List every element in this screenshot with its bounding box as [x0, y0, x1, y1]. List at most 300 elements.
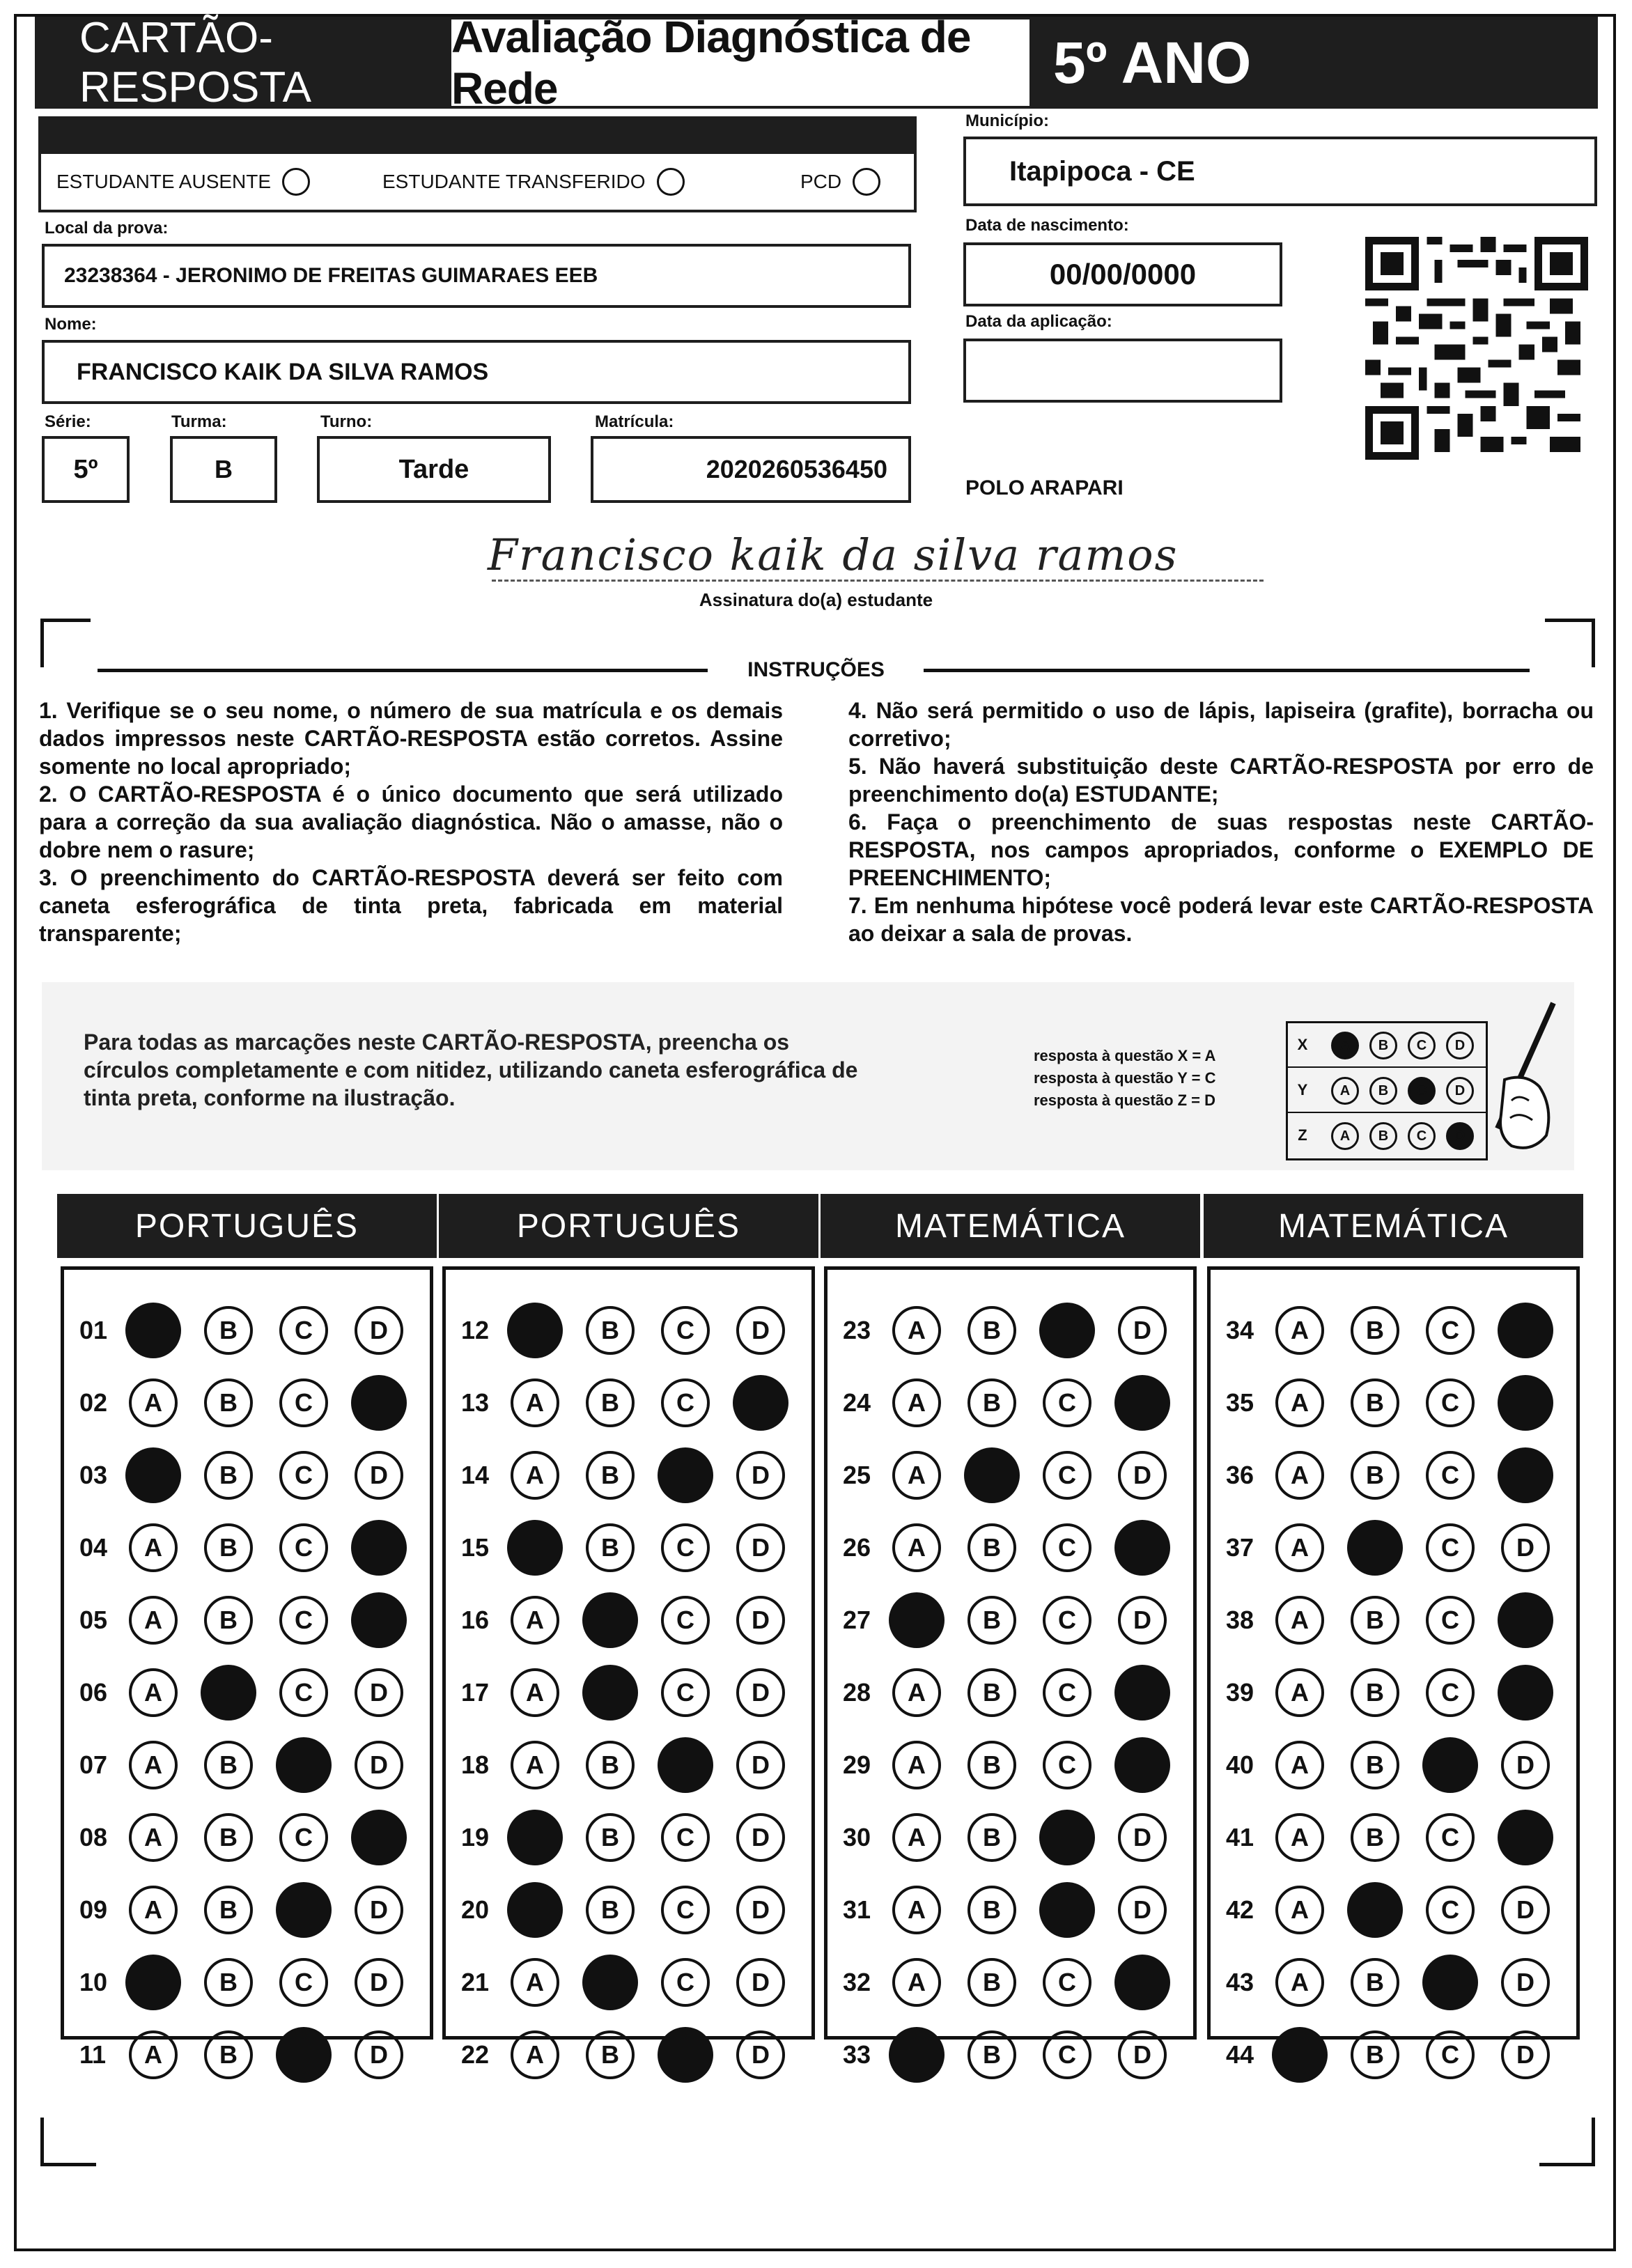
question-number: 04 [79, 1533, 108, 1562]
question-number: 39 [1226, 1678, 1254, 1707]
answer-bubble-b[interactable]: B [204, 2030, 253, 2079]
answer-bubble-c[interactable]: C [279, 1813, 328, 1862]
question-number: 26 [843, 1533, 871, 1562]
answer-bubble-d[interactable]: D [736, 1886, 785, 1934]
question-row [64, 1660, 430, 1723]
pcd-bubble[interactable] [853, 168, 880, 196]
answer-bubble-c[interactable]: C [279, 1668, 328, 1717]
turno-label: Turno: [320, 412, 373, 431]
answer-bubble-b[interactable]: B [1351, 1668, 1399, 1717]
answer-bubble-c[interactable]: C [661, 1668, 710, 1717]
question-number: 13 [461, 1388, 490, 1417]
answer-bubble-c[interactable] [658, 2027, 713, 2083]
answer-bubble-a[interactable]: A [892, 1306, 941, 1355]
answer-bubble-b[interactable] [1347, 1882, 1403, 1938]
question-row [1211, 1587, 1576, 1650]
answer-bubble-a[interactable]: A [892, 1958, 941, 2007]
question-number: 25 [843, 1461, 871, 1489]
answer-bubble-a[interactable]: A [511, 1741, 559, 1789]
answer-bubble-b[interactable]: B [586, 1741, 635, 1789]
answer-bubble-b[interactable]: B [1351, 1596, 1399, 1645]
example-bubble-a: A [1331, 1032, 1359, 1059]
answer-bubble-d[interactable]: D [355, 2030, 403, 2079]
answer-bubble-b[interactable] [582, 1955, 638, 2010]
answer-bubble-a[interactable]: A [892, 1451, 941, 1500]
answer-bubble-a[interactable]: A [129, 1886, 178, 1934]
answer-bubble-c[interactable] [1422, 1955, 1478, 2010]
question-number: 03 [79, 1461, 108, 1489]
answer-bubble-d[interactable]: D [1501, 1523, 1550, 1572]
example-row [1288, 1069, 1486, 1113]
answer-bubble-a[interactable]: A [1275, 1596, 1324, 1645]
answer-bubble-c[interactable] [1039, 1810, 1095, 1865]
answer-bubble-a[interactable]: A [511, 1958, 559, 2007]
answer-bubble-a[interactable]: A [1275, 1523, 1324, 1572]
absent-option[interactable] [56, 168, 310, 196]
answer-bubble-a[interactable] [889, 2027, 945, 2083]
answer-bubble-c[interactable]: C [1043, 1741, 1091, 1789]
answer-bubble-a[interactable]: A [129, 1523, 178, 1572]
answer-bubble-a[interactable]: A [129, 1668, 178, 1717]
answer-bubble-c[interactable]: C [279, 1596, 328, 1645]
example-bubble-a: A [1331, 1122, 1359, 1150]
answer-bubble-d[interactable]: D [1118, 2030, 1167, 2079]
answer-bubble-c[interactable]: C [1043, 1668, 1091, 1717]
answer-bubble-d[interactable]: D [1501, 1741, 1550, 1789]
answer-bubble-d[interactable] [1114, 1520, 1170, 1576]
question-row [1211, 1298, 1576, 1360]
answer-bubble-b[interactable]: B [1351, 1741, 1399, 1789]
pcd-label: PCD [800, 171, 842, 192]
answer-bubble-a[interactable]: A [1275, 1378, 1324, 1427]
question-number: 32 [843, 1968, 871, 1996]
answer-bubble-b[interactable]: B [967, 1306, 1016, 1355]
answer-bubble-d[interactable]: D [736, 1741, 785, 1789]
answer-bubble-a[interactable]: A [129, 1813, 178, 1862]
turma-field: B [170, 436, 277, 503]
question-row [827, 1877, 1193, 1940]
answer-bubble-d[interactable] [1498, 1810, 1553, 1865]
question-number: 15 [461, 1533, 490, 1562]
question-number: 30 [843, 1823, 871, 1851]
answer-bubble-d[interactable]: D [355, 1668, 403, 1717]
example-line-y: resposta à questão Y = C [1034, 1069, 1216, 1087]
question-row [64, 1515, 430, 1578]
subject-title: PORTUGUÊS [57, 1194, 437, 1258]
answer-bubble-d[interactable] [733, 1375, 788, 1431]
question-number: 37 [1226, 1533, 1254, 1562]
question-number: 19 [461, 1823, 490, 1851]
answer-bubble-c[interactable]: C [661, 1378, 710, 1427]
question-row [1211, 2022, 1576, 2085]
answer-bubble-b[interactable]: B [204, 1596, 253, 1645]
question-number: 36 [1226, 1461, 1254, 1489]
answer-bubble-c[interactable]: C [1043, 1451, 1091, 1500]
instructions-right [848, 697, 1594, 947]
answer-bubble-b[interactable]: B [967, 1523, 1016, 1572]
question-number: 34 [1226, 1316, 1254, 1344]
answer-bubble-b[interactable]: B [1351, 2030, 1399, 2079]
municipio-label: Município: [965, 111, 1049, 130]
answer-bubble-a[interactable]: A [1275, 1958, 1324, 2007]
status-bar [38, 116, 917, 154]
subject-answer-box [1207, 1266, 1580, 2069]
answer-bubble-b[interactable]: B [1351, 1378, 1399, 1427]
answer-bubble-a[interactable] [507, 1810, 563, 1865]
nascimento-label: Data de nascimento: [965, 216, 1129, 235]
example-bubble-d: D [1446, 1032, 1474, 1059]
answer-bubble-d[interactable] [1114, 1375, 1170, 1431]
subject-title: MATEMÁTICA [1204, 1194, 1583, 1258]
answer-bubble-d[interactable]: D [355, 1451, 403, 1500]
answer-bubble-d[interactable]: D [1118, 1451, 1167, 1500]
answer-bubble-c[interactable]: C [1426, 1451, 1475, 1500]
answer-bubble-c[interactable]: C [279, 1306, 328, 1355]
answer-bubble-a[interactable]: A [892, 1813, 941, 1862]
transferred-label: ESTUDANTE TRANSFERIDO [382, 171, 646, 192]
instruction-1: 1. Verifique se o seu nome, o número de sua matrícula e os demais dados impressos neste CARTÃO-RESPOSTA estão corretos. Assine somente no local apropriado; [39, 698, 783, 779]
answer-bubble-a[interactable] [507, 1520, 563, 1576]
answer-bubble-b[interactable] [1347, 1520, 1403, 1576]
answer-bubble-d[interactable]: D [1501, 1958, 1550, 2007]
answer-bubble-c[interactable]: C [1043, 1523, 1091, 1572]
instruction-3: 3. O preenchimento do CARTÃO-RESPOSTA deverá ser feito com caneta esferográfica de tinta preta, fabricada em material transparente; [39, 865, 783, 946]
answer-bubble-b[interactable]: B [586, 1306, 635, 1355]
answer-bubble-b[interactable]: B [204, 1741, 253, 1789]
nome-label: Nome: [45, 315, 97, 334]
question-row [64, 1877, 430, 1940]
answer-bubble-d[interactable]: D [1118, 1813, 1167, 1862]
answer-bubble-a[interactable]: A [892, 1523, 941, 1572]
question-number: 20 [461, 1895, 490, 1924]
question-number: 28 [843, 1678, 871, 1707]
answer-bubble-c[interactable]: C [661, 1306, 710, 1355]
answer-bubble-c[interactable]: C [661, 1886, 710, 1934]
question-row [1211, 1950, 1576, 2012]
question-number: 38 [1226, 1606, 1254, 1634]
corner-mark-bottom-left [40, 2118, 96, 2166]
matricula-label: Matrícula: [595, 412, 674, 431]
student-signature: Francisco kaik da silva ramos [488, 529, 1179, 580]
question-number: 07 [79, 1750, 108, 1779]
answer-bubble-c[interactable] [1422, 1737, 1478, 1793]
answer-bubble-d[interactable] [1114, 1955, 1170, 2010]
question-row [446, 1950, 811, 2012]
answer-bubble-a[interactable]: A [892, 1378, 941, 1427]
answer-bubble-b[interactable]: B [204, 1523, 253, 1572]
question-row [827, 1950, 1193, 2012]
answer-bubble-d[interactable]: D [736, 1596, 785, 1645]
answer-bubble-c[interactable]: C [1426, 1886, 1475, 1934]
answer-bubble-c[interactable]: C [661, 1958, 710, 2007]
answer-bubble-d[interactable]: D [1118, 1306, 1167, 1355]
answer-bubble-a[interactable]: A [129, 1741, 178, 1789]
instruction-4: 4. Não será permitido o uso de lápis, lapiseira (grafite), borracha ou corretivo; [848, 698, 1594, 751]
answer-bubble-c[interactable]: C [1426, 1668, 1475, 1717]
answer-bubble-a[interactable]: A [129, 1596, 178, 1645]
example-bubble-b: B [1369, 1122, 1397, 1150]
answer-bubble-a[interactable]: A [1275, 1741, 1324, 1789]
question-number: 11 [79, 2040, 107, 2069]
subject-title: MATEMÁTICA [821, 1194, 1200, 1258]
answer-bubble-a[interactable]: A [129, 2030, 178, 2079]
answer-bubble-a[interactable]: A [892, 1741, 941, 1789]
corner-mark-bottom-right [1539, 2118, 1595, 2166]
answer-bubble-b[interactable]: B [967, 1741, 1016, 1789]
answer-bubble-b[interactable]: B [967, 2030, 1016, 2079]
answer-bubble-c[interactable]: C [1043, 1596, 1091, 1645]
question-number: 17 [461, 1678, 490, 1707]
answer-bubble-d[interactable] [1498, 1665, 1553, 1721]
answer-bubble-c[interactable] [658, 1737, 713, 1793]
answer-bubble-a[interactable]: A [511, 1378, 559, 1427]
answer-bubble-c[interactable]: C [1426, 1813, 1475, 1862]
question-number: 41 [1226, 1823, 1254, 1851]
grade-title: 5º ANO [1029, 17, 1598, 109]
answer-bubble-b[interactable]: B [967, 1378, 1016, 1427]
answer-bubble-b[interactable]: B [967, 1596, 1016, 1645]
answer-bubble-b[interactable]: B [204, 1886, 253, 1934]
answer-bubble-b[interactable]: B [586, 1886, 635, 1934]
answer-bubble-c[interactable]: C [279, 1451, 328, 1500]
fill-example-grid [1286, 1021, 1488, 1160]
answer-bubble-c[interactable] [1039, 1303, 1095, 1358]
question-row [446, 1298, 811, 1360]
answer-bubble-a[interactable]: A [511, 1451, 559, 1500]
answer-bubble-b[interactable]: B [586, 1813, 635, 1862]
answer-bubble-d[interactable] [1498, 1592, 1553, 1648]
instructions-title: INSTRUÇÕES [747, 658, 885, 681]
question-row [827, 1443, 1193, 1505]
turma-label: Turma: [171, 412, 227, 431]
answer-bubble-b[interactable]: B [586, 1523, 635, 1572]
answer-bubble-a[interactable] [125, 1955, 181, 2010]
fill-instructions: Para todas as marcações neste CARTÃO-RESPOSTA, preencha os círculos completamente e com nitidez, utilizando caneta esferográfica de tinta preta, conforme na ilustração. [84, 1030, 858, 1110]
answer-bubble-d[interactable] [351, 1520, 407, 1576]
answer-bubble-d[interactable]: D [1118, 1596, 1167, 1645]
example-legend [1034, 1045, 1215, 1112]
question-number: 24 [843, 1388, 871, 1417]
answer-bubble-d[interactable] [1498, 1375, 1553, 1431]
answer-bubble-b[interactable]: B [204, 1958, 253, 2007]
question-number: 23 [843, 1316, 871, 1344]
answer-bubble-a[interactable] [125, 1303, 181, 1358]
transferred-option[interactable] [382, 168, 685, 196]
question-number: 05 [79, 1606, 108, 1634]
answer-bubble-d[interactable] [1498, 1303, 1553, 1358]
answer-bubble-d[interactable]: D [355, 1741, 403, 1789]
answer-bubble-b[interactable]: B [967, 1813, 1016, 1862]
instruction-5: 5. Não haverá substituição deste CARTÃO-RESPOSTA por erro de preenchimento do(a) ESTUDANTE; [848, 754, 1594, 807]
answer-bubble-d[interactable]: D [736, 1306, 785, 1355]
subject-answer-box [61, 1266, 433, 2069]
pcd-option[interactable] [800, 168, 880, 196]
question-number: 35 [1226, 1388, 1254, 1417]
answer-bubble-d[interactable]: D [736, 2030, 785, 2079]
question-number: 16 [461, 1606, 490, 1634]
question-row [1211, 1660, 1576, 1723]
answer-bubble-b[interactable] [201, 1665, 256, 1721]
answer-bubble-a[interactable]: A [1275, 1306, 1324, 1355]
question-number: 10 [79, 1968, 108, 1996]
aplicacao-field[interactable] [963, 339, 1282, 403]
answer-bubble-b[interactable]: B [204, 1306, 253, 1355]
answer-bubble-d[interactable] [351, 1375, 407, 1431]
answer-bubble-b[interactable]: B [967, 1886, 1016, 1934]
answer-bubble-a[interactable]: A [892, 1886, 941, 1934]
question-row [1211, 1805, 1576, 1867]
answer-bubble-c[interactable]: C [1426, 1523, 1475, 1572]
answer-bubble-c[interactable] [1039, 1882, 1095, 1938]
question-number: 12 [461, 1316, 490, 1344]
absent-bubble[interactable] [282, 168, 310, 196]
answer-bubble-b[interactable] [582, 1592, 638, 1648]
answer-bubble-b[interactable]: B [204, 1813, 253, 1862]
answer-bubble-b[interactable]: B [1351, 1451, 1399, 1500]
question-row [1211, 1732, 1576, 1795]
question-number: 44 [1226, 2040, 1254, 2069]
example-row-label: Z [1298, 1126, 1307, 1144]
aplicacao-label: Data da aplicação: [965, 312, 1112, 331]
question-row [64, 2022, 430, 2085]
nome-field: FRANCISCO KAIK DA SILVA RAMOS [42, 340, 911, 404]
answer-bubble-a[interactable]: A [511, 1668, 559, 1717]
question-row [64, 1587, 430, 1650]
answer-bubble-d[interactable]: D [355, 1958, 403, 2007]
answer-bubble-c[interactable]: C [279, 1378, 328, 1427]
answer-bubble-d[interactable] [351, 1592, 407, 1648]
question-number: 21 [461, 1968, 490, 1996]
answer-bubble-b[interactable]: B [1351, 1306, 1399, 1355]
answer-bubble-c[interactable]: C [1426, 1378, 1475, 1427]
answer-bubble-a[interactable]: A [1275, 1886, 1324, 1934]
question-number: 31 [843, 1895, 871, 1924]
answer-bubble-c[interactable]: C [1426, 2030, 1475, 2079]
answer-bubble-a[interactable] [125, 1447, 181, 1503]
answer-bubble-d[interactable] [351, 1810, 407, 1865]
answer-bubble-a[interactable]: A [1275, 1668, 1324, 1717]
subject-answer-box [824, 1266, 1197, 2069]
local-field: 23238364 - JERONIMO DE FREITAS GUIMARAES EEB [42, 244, 911, 308]
answer-bubble-d[interactable] [1114, 1665, 1170, 1721]
question-number: 22 [461, 2040, 490, 2069]
instructions-left [39, 697, 783, 947]
answer-bubble-a[interactable] [507, 1303, 563, 1358]
answer-bubble-d[interactable]: D [736, 1668, 785, 1717]
answer-bubble-d[interactable]: D [736, 1523, 785, 1572]
answer-bubble-c[interactable]: C [661, 1813, 710, 1862]
question-row [64, 1443, 430, 1505]
question-row [446, 1370, 811, 1433]
transferred-bubble[interactable] [657, 168, 685, 196]
answer-bubble-d[interactable]: D [736, 1813, 785, 1862]
sheet-title: CARTÃO-RESPOSTA [35, 17, 451, 109]
answer-bubble-c[interactable]: C [1043, 1378, 1091, 1427]
question-row [64, 1732, 430, 1795]
answer-bubble-d[interactable]: D [736, 1958, 785, 2007]
answer-bubble-b[interactable]: B [967, 1668, 1016, 1717]
answer-bubble-a[interactable] [1272, 2027, 1328, 2083]
example-bubble-a: A [1331, 1077, 1359, 1105]
answer-bubble-d[interactable]: D [1501, 2030, 1550, 2079]
answer-bubble-c[interactable]: C [661, 1523, 710, 1572]
answer-bubble-c[interactable]: C [1043, 2030, 1091, 2079]
answer-bubble-b[interactable] [582, 1665, 638, 1721]
question-number: 40 [1226, 1750, 1254, 1779]
question-number: 08 [79, 1823, 108, 1851]
signature-line [492, 580, 1264, 582]
answer-bubble-c[interactable]: C [279, 1958, 328, 2007]
question-row [446, 1732, 811, 1795]
turno-field: Tarde [317, 436, 551, 503]
answer-bubble-b[interactable]: B [204, 1378, 253, 1427]
answer-bubble-a[interactable]: A [511, 1596, 559, 1645]
answer-bubble-d[interactable]: D [355, 1886, 403, 1934]
answer-bubble-a[interactable]: A [1275, 1451, 1324, 1500]
answer-bubble-a[interactable]: A [1275, 1813, 1324, 1862]
answer-bubble-d[interactable]: D [736, 1451, 785, 1500]
answer-bubble-b[interactable]: B [967, 1958, 1016, 2007]
answer-bubble-b[interactable] [964, 1447, 1020, 1503]
answer-bubble-b[interactable]: B [1351, 1958, 1399, 2007]
answer-bubble-b[interactable]: B [586, 1451, 635, 1500]
question-row [64, 1370, 430, 1433]
answer-bubble-a[interactable]: A [511, 2030, 559, 2079]
answer-bubble-c[interactable]: C [1426, 1596, 1475, 1645]
answer-bubble-c[interactable]: C [279, 1523, 328, 1572]
qr-code [1365, 237, 1588, 460]
answer-bubble-b[interactable]: B [586, 1378, 635, 1427]
question-number: 01 [79, 1316, 108, 1344]
answer-bubble-c[interactable] [658, 1447, 713, 1503]
answer-bubble-d[interactable]: D [355, 1306, 403, 1355]
example-row [1288, 1023, 1486, 1068]
answer-bubble-a[interactable]: A [129, 1378, 178, 1427]
instruction-2: 2. O CARTÃO-RESPOSTA é o único documento que será utilizado para a correção da sua avaliação diagnóstica. Não o amasse, não o dobre nem o rasure; [39, 782, 783, 862]
answer-bubble-c[interactable] [276, 1737, 332, 1793]
question-row [827, 1660, 1193, 1723]
example-bubble-d: D [1446, 1077, 1474, 1105]
absent-label: ESTUDANTE AUSENTE [56, 171, 272, 192]
example-line-x: resposta à questão X = A [1034, 1047, 1216, 1064]
answer-bubble-b[interactable]: B [1351, 1813, 1399, 1862]
answer-bubble-a[interactable] [507, 1882, 563, 1938]
example-bubble-c: C [1408, 1032, 1436, 1059]
answer-bubble-d[interactable] [1498, 1447, 1553, 1503]
question-row [64, 1298, 430, 1360]
answer-bubble-b[interactable]: B [204, 1451, 253, 1500]
answer-bubble-b[interactable]: B [586, 2030, 635, 2079]
question-number: 43 [1226, 1968, 1254, 1996]
answer-bubble-c[interactable]: C [1043, 1958, 1091, 2007]
answer-bubble-d[interactable]: D [1501, 1886, 1550, 1934]
question-number: 33 [843, 2040, 871, 2069]
answer-bubble-a[interactable] [889, 1592, 945, 1648]
subject-title: PORTUGUÊS [439, 1194, 818, 1258]
answer-bubble-c[interactable]: C [661, 1596, 710, 1645]
answer-bubble-a[interactable]: A [892, 1668, 941, 1717]
signature-caption: Assinatura do(a) estudante [699, 589, 933, 610]
answer-bubble-d[interactable]: D [1118, 1886, 1167, 1934]
question-row [827, 1515, 1193, 1578]
question-row [446, 1587, 811, 1650]
nascimento-field: 00/00/0000 [963, 242, 1282, 306]
answer-bubble-d[interactable] [1114, 1737, 1170, 1793]
answer-bubble-c[interactable] [276, 1882, 332, 1938]
answer-bubble-c[interactable] [276, 2027, 332, 2083]
answer-bubble-c[interactable]: C [1426, 1306, 1475, 1355]
question-row [64, 1950, 430, 2012]
